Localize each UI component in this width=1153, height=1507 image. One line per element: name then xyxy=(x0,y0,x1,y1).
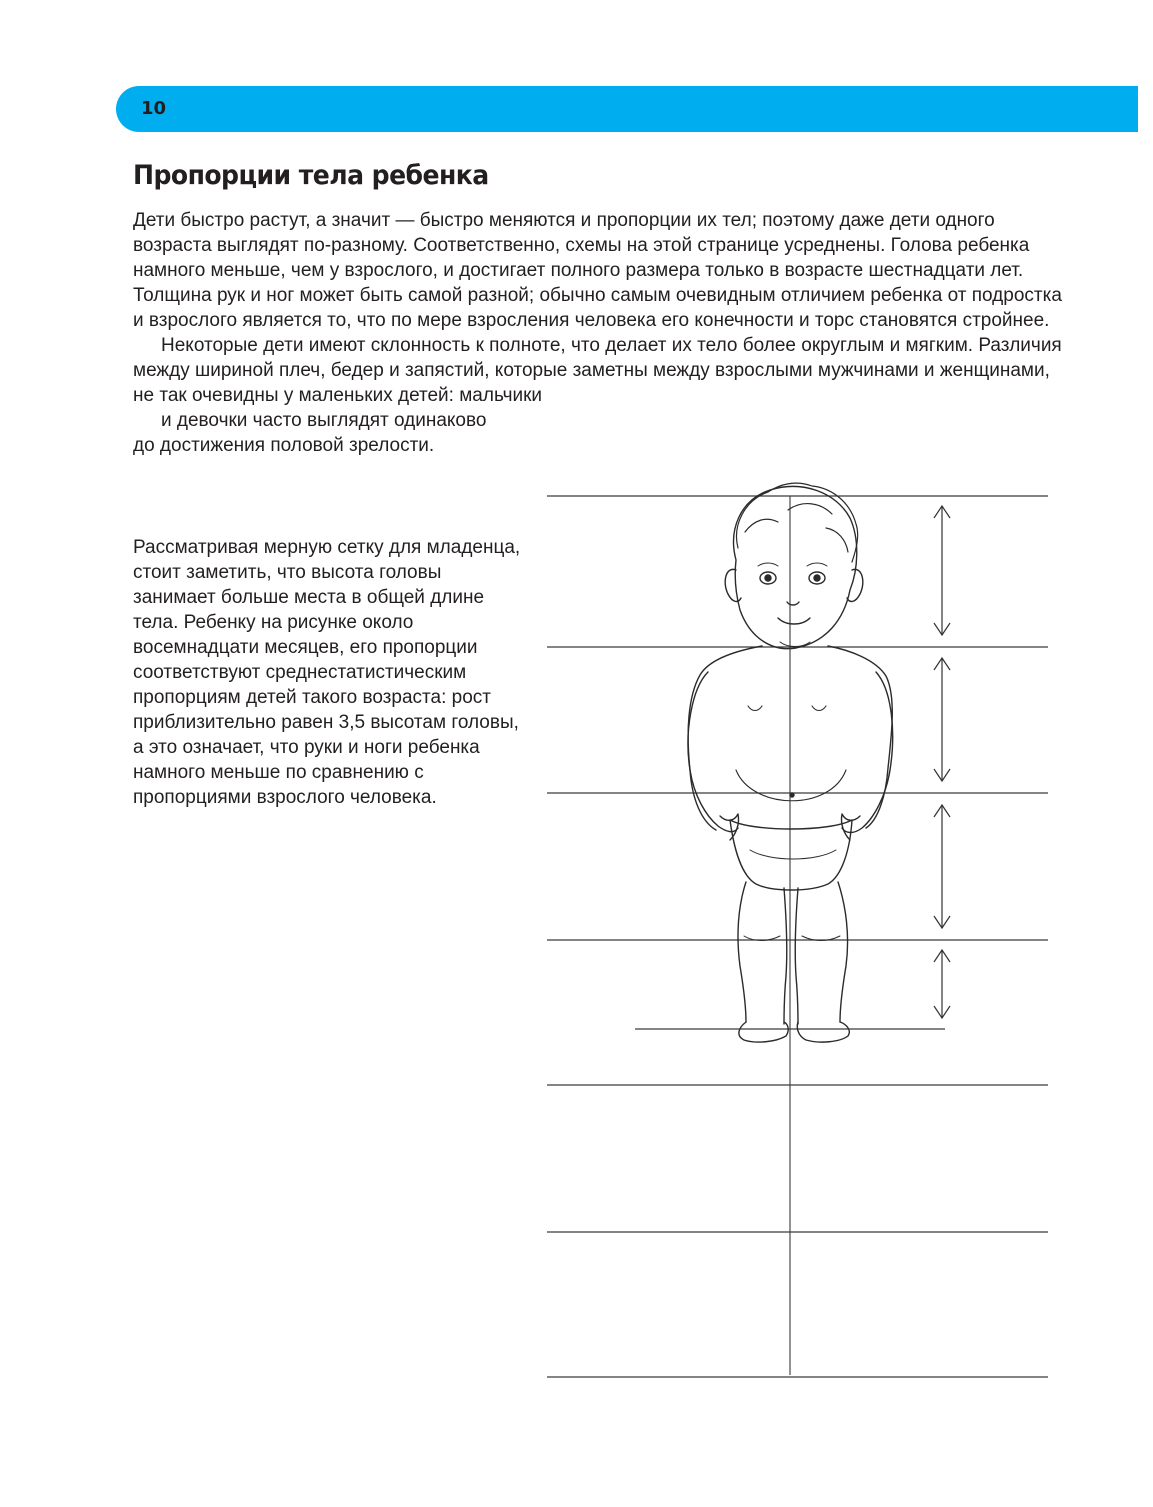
ear-left xyxy=(725,569,741,601)
measuring-grid xyxy=(547,496,1048,1377)
page-number: 10 xyxy=(141,98,167,119)
intro-text xyxy=(133,208,1063,458)
leg-left xyxy=(738,882,787,1024)
brow-right xyxy=(807,563,827,566)
arrow-torso-unit xyxy=(934,658,950,781)
intro-paragraph-2 xyxy=(133,333,1063,458)
header-bar xyxy=(116,86,1138,132)
intro-paragraph-2-lead: Некоторые дети имеют склонность к полноте, что делает их тело более округлым и мягким. Различия между шириной плеч, бедер и запястий, которые заметны между взрослыми мужчинами и женщинами, не так очевидны у маленьких детей: мальчики xyxy=(133,335,1062,406)
brow-left xyxy=(758,563,778,566)
measurement-arrows xyxy=(934,506,950,1018)
arm-left xyxy=(688,672,738,832)
arrow-half-unit xyxy=(934,950,950,1018)
hair xyxy=(737,483,858,562)
side-note-paragraph: Рассматривая мерную сетку для младенца, стоит заметить, что высота головы занимает больше места в общей длине тела. Ребенку на рисунке около восемнадцати месяцев, его пропорции соответствуют среднестатистическим пропорциям детей такого возраста: рост приблизительно равен 3,5 высотам головы, а это означает, что руки и ноги ребенка намного меньше по сравнению с пропорциями взрослого человека. xyxy=(133,537,521,808)
arrow-hips-unit xyxy=(934,805,950,928)
intro-paragraph-1: Дети быстро растут, а значит — быстро меняются и пропорции их тел; поэтому даже дети одного возраста выглядят по-разному. Соответственно, схемы на этой странице усреднены. Голова ребенка намного меньше, чем у взрослого, и достигает полного размера только в возрасте шестнадцати лет. Толщина рук и ног может быть самой разной; обычно самым очевидным отличием ребенка от подростка и взрослого является то, что по мере взросления человека его конечности и торс становятся стройнее. xyxy=(133,210,1062,331)
leg-right xyxy=(795,882,847,1024)
diaper xyxy=(730,820,852,890)
chest-detail xyxy=(748,706,826,711)
foot-left xyxy=(739,1022,788,1042)
hand-left xyxy=(720,814,739,840)
nose xyxy=(787,602,799,605)
proportion-grid-figure xyxy=(540,470,1060,1390)
page-title: Пропорции тела ребенка xyxy=(133,160,489,191)
foot-right xyxy=(797,1022,849,1042)
arrow-head-unit xyxy=(934,506,950,635)
navel xyxy=(790,793,794,797)
side-note xyxy=(133,535,528,810)
intro-paragraph-2-tail: и девочки часто выглядят одинаково до достижения половой зрелости. xyxy=(133,410,487,456)
arm-right xyxy=(842,672,893,833)
mouth xyxy=(778,618,810,624)
